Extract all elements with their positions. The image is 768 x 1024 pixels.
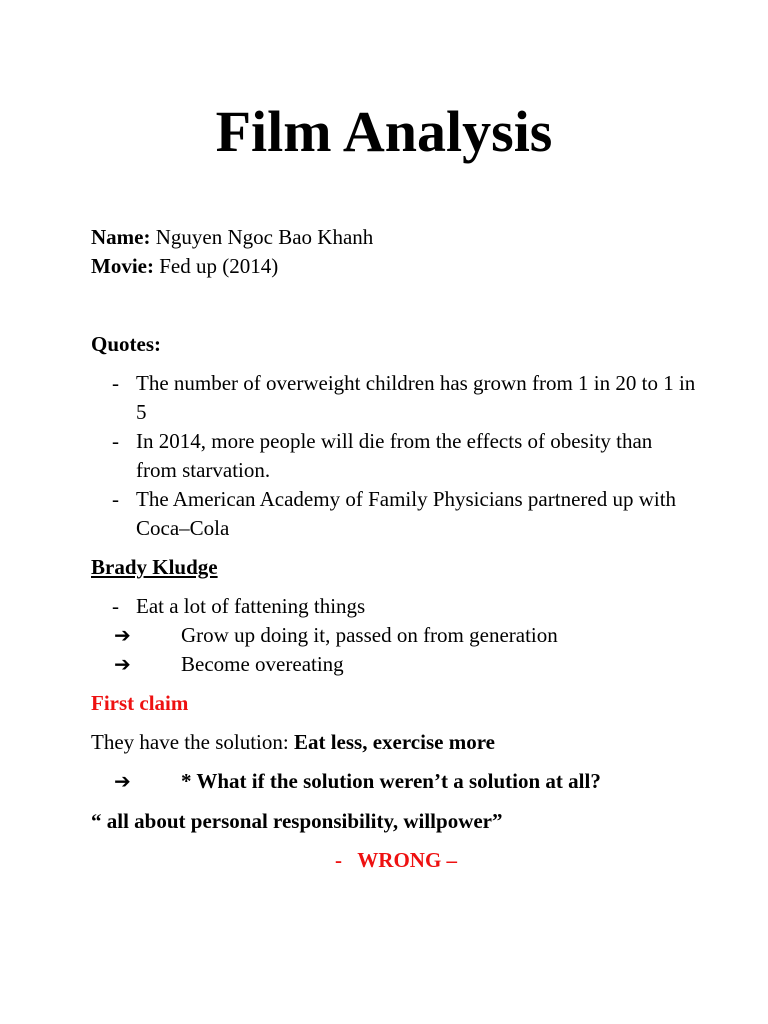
- first-claim-heading: First claim: [91, 691, 189, 715]
- movie-value: Fed up (2014): [153, 254, 279, 278]
- list-item: Eat a lot of fattening things: [136, 594, 366, 618]
- arrow-right-icon: ➔: [114, 652, 131, 676]
- arrow-item: Become overeating: [181, 652, 344, 676]
- movie-label: Movie:: [91, 254, 154, 278]
- list-bullet: -: [112, 371, 119, 395]
- solution-prefix: They have the solution:: [91, 730, 294, 754]
- arrow-item: Grow up doing it, passed on from generation: [181, 623, 558, 647]
- document-title: Film Analysis: [215, 99, 553, 164]
- arrow-right-icon: ➔: [114, 623, 131, 647]
- list-item: The number of overweight children has grown from 1 in 20 to 1 in 5: [136, 371, 696, 424]
- list-bullet: -: [112, 594, 119, 618]
- list-item: The American Academy of Family Physicians partnered up with Coca–Cola: [136, 487, 677, 540]
- solution-line: [91, 728, 495, 757]
- list-bullet: -: [112, 487, 119, 511]
- list-bullet: -: [112, 429, 119, 453]
- brady-heading: Brady Kludge: [91, 555, 218, 579]
- name-label: Name:: [91, 225, 151, 249]
- name-value: Nguyen Ngoc Bao Khanh: [150, 225, 374, 249]
- wrong-line: - WRONG –: [334, 848, 458, 872]
- list-item: In 2014, more people will die from the effects of obesity than from starvation.: [136, 429, 653, 482]
- quotes-heading: Quotes:: [91, 332, 161, 356]
- solution-bold: Eat less, exercise more: [293, 730, 495, 754]
- question-line: * What if the solution weren’t a solution at all?: [181, 769, 601, 793]
- arrow-right-icon: ➔: [114, 769, 131, 793]
- movie-line: [91, 252, 278, 281]
- name-line: [91, 223, 373, 252]
- quote-line: “ all about personal responsibility, willpower”: [91, 809, 503, 833]
